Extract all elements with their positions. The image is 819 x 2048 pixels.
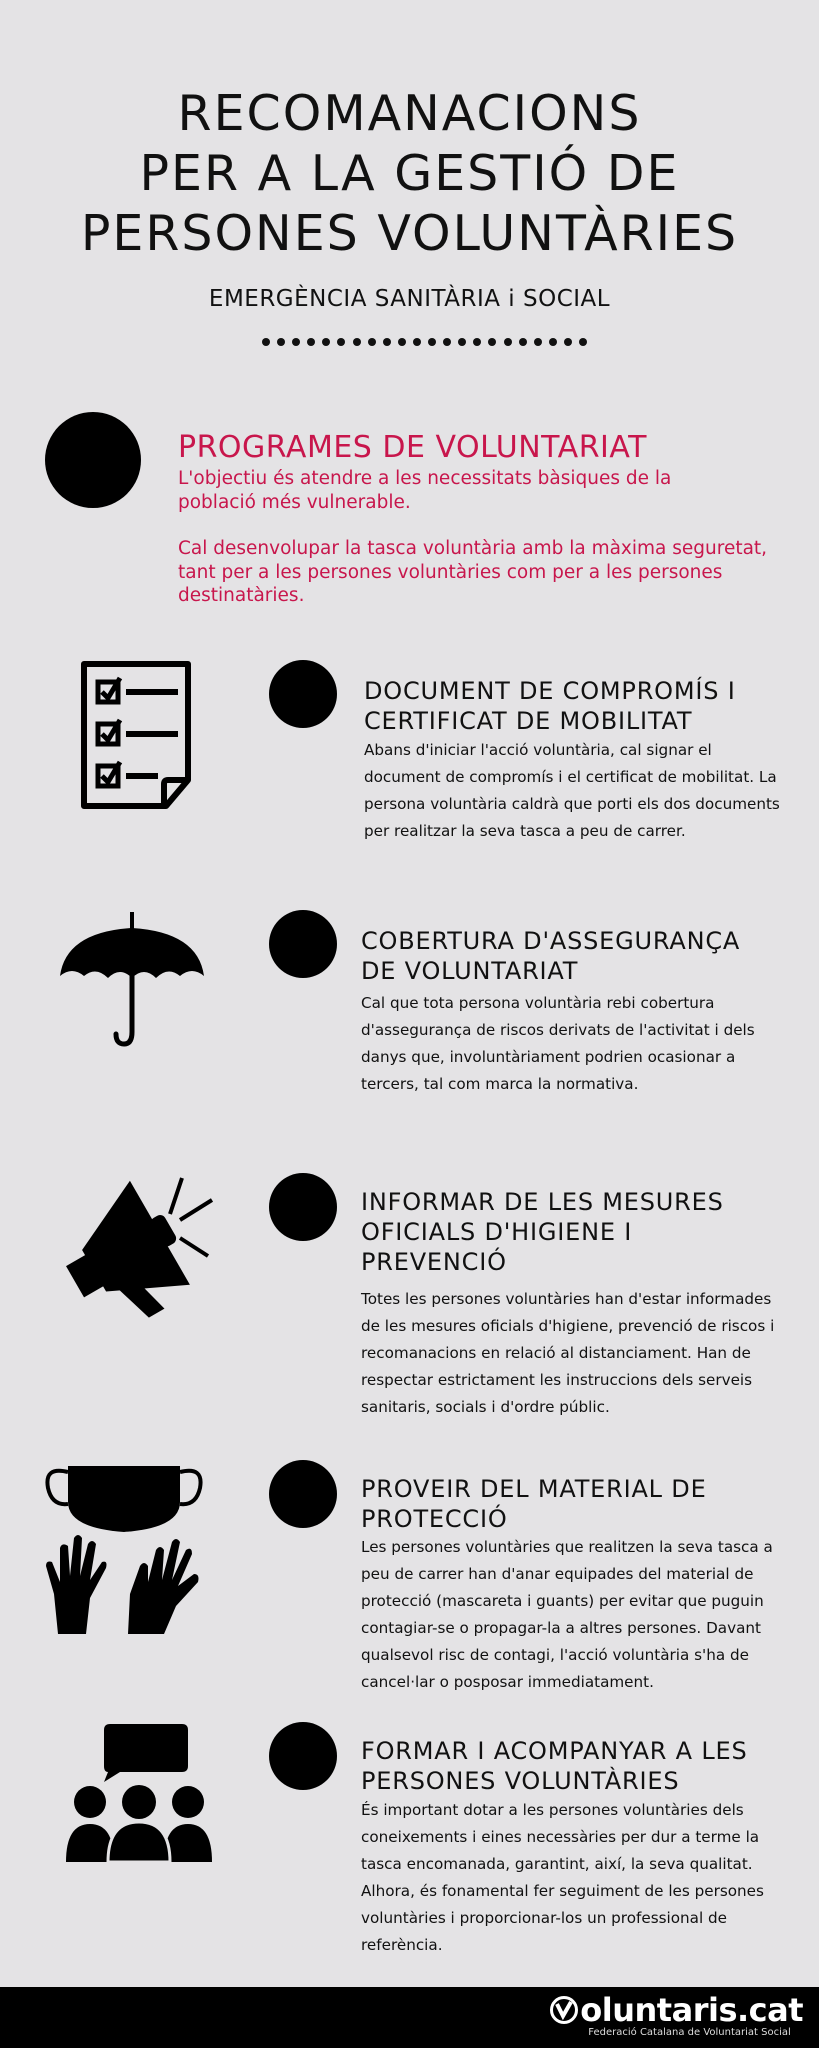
programes-text-2: Cal desenvolupar la tasca voluntària amb la màxima seguretat, tant per a les persones voluntàries com per a les persones destinatàries. — [178, 538, 768, 606]
logo-text: oluntaris.cat — [580, 1991, 803, 2029]
bullet-circle — [269, 1722, 337, 1790]
logo-subtitle: Federació Catalana de Voluntariat Social — [588, 2027, 791, 2038]
section-text: Totes les persones voluntàries han d'estar informades de les mesures oficials d'higiene, prevenció de riscos i recomanacions en relació al distanciament. Han de respectar estrictament les instruccions dels serveis sanitaris, socials i d'ordre públic. — [361, 1290, 775, 1416]
logo-check-icon — [550, 1996, 578, 2024]
bullet-circle — [45, 412, 141, 508]
mask-gloves-icon — [44, 1458, 204, 1638]
voluntaris-logo[interactable] — [550, 1993, 803, 2038]
section-heading: DOCUMENT DE COMPROMÍS I CERTIFICAT DE MOBILITAT — [364, 677, 736, 735]
bullet-circle — [269, 1460, 337, 1528]
dotted-divider — [262, 338, 587, 350]
section-heading: COBERTURA D'ASSEGURANÇA DE VOLUNTARIAT — [361, 927, 741, 985]
section-heading: FORMAR I ACOMPANYAR A LES PERSONES VOLUNTÀRIES — [361, 1737, 748, 1795]
programes-text-1: L'objectiu és atendre a les necessitats bàsiques de la població més vulnerable. — [178, 468, 672, 513]
title-line-1: RECOMANACIONS — [177, 85, 642, 142]
bullet-circle — [269, 910, 337, 978]
section-heading: INFORMAR DE LES MESURES OFICIALS D'HIGIENE I PREVENCIÓ — [361, 1188, 724, 1276]
bullet-circle — [269, 1173, 337, 1241]
subtitle: EMERGÈNCIA SANITÀRIA i SOCIAL — [208, 286, 611, 312]
page-title — [0, 84, 819, 264]
umbrella-icon — [56, 910, 208, 1050]
section-text: Les persones voluntàries que realitzen la seva tasca a peu de carrer han d'anar equipades del material de protecció (mascareta i guants) per evitar que puguin contagiar-se o propagar-la a altres persones. Davant qualsevol risc de contagi, l'acció voluntària s'ha de cancel·lar o posposar immediatament. — [361, 1538, 773, 1691]
section-text: És important dotar a les persones voluntàries dels coneixements i eines necessàries per dur a terme la tasca encomanada, garantint, així, la seva qualitat. Alhora, és fonamental fer seguiment de les persones voluntàries i proporcionar-los un professional de referència. — [361, 1801, 764, 1954]
title-line-2: PER A LA GESTIÓ DE — [139, 145, 680, 202]
bullet-circle — [269, 660, 337, 728]
title-line-3: PERSONES VOLUNTÀRIES — [80, 205, 739, 262]
megaphone-icon — [56, 1170, 218, 1322]
checklist-icon — [78, 660, 198, 812]
group-chat-icon — [64, 1720, 214, 1864]
section-text: Cal que tota persona voluntària rebi cobertura d'assegurança de riscos derivats de l'activitat i dels danys que, involuntàriament podrien ocasionar a tercers, tal com marca la normativa. — [361, 994, 755, 1093]
section-text: Abans d'iniciar l'acció voluntària, cal signar el document de compromís i el certificat de mobilitat. La persona voluntària caldrà que porti els dos documents per realitzar la seva tasca a peu de carrer. — [364, 741, 780, 840]
section-heading: PROVEIR DEL MATERIAL DE PROTECCIÓ — [361, 1475, 707, 1533]
programes-heading: PROGRAMES DE VOLUNTARIAT — [178, 430, 647, 465]
